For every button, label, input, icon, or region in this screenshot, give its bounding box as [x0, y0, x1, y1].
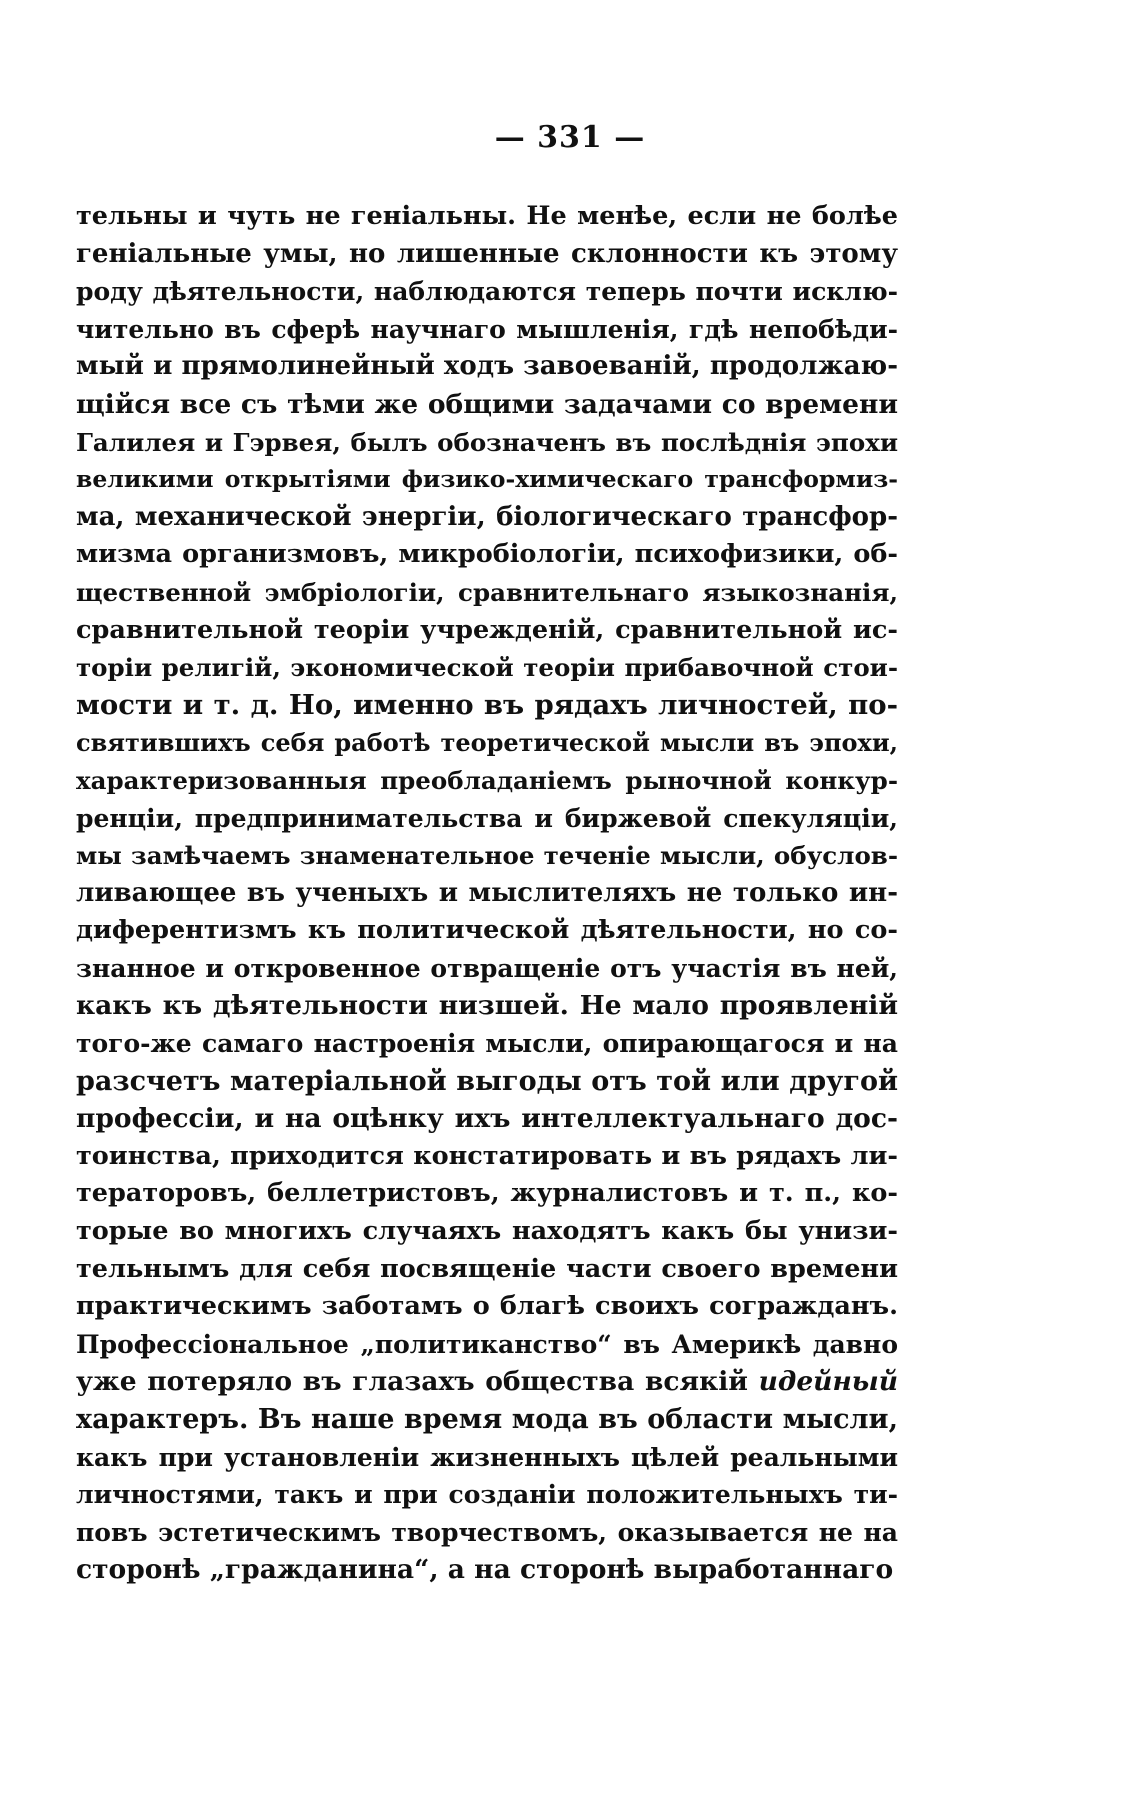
text-line: какъ при установленіи жизненныхъ цѣлей реальными — [76, 1442, 898, 1472]
text-line: того-же самаго настроенія мысли, опирающагося и на — [76, 1029, 898, 1059]
text-line: щійся все съ тѣми же общими задачами со времени — [76, 388, 898, 420]
text-line: мизма организмовъ, микробіологіи, психофизики, об- — [76, 539, 898, 570]
text-line: Профессіональное „политиканство“ въ Америкѣ давно — [76, 1329, 898, 1359]
text-line: личностями, такъ и при созданіи положительныхъ ти- — [76, 1480, 898, 1510]
italic-word: идейный — [758, 1366, 898, 1398]
text-line: тераторовъ, беллетристовъ, журналистовъ и т. п., ко- — [76, 1178, 898, 1209]
text-line: повъ эстетическимъ творчествомъ, оказывается не на — [76, 1517, 898, 1547]
text-line: знанное и откровенное отвращеніе отъ участія въ ней, — [76, 953, 898, 983]
text-line: диферентизмъ къ политической дѣятельности, но со- — [76, 915, 898, 946]
text-line: великими открытіями физико-химическаго трансформиз- — [76, 465, 898, 494]
text-line: тельнымъ для себя посвященіе части своего времени — [76, 1253, 898, 1284]
text-line: какъ къ дѣятельности низшей. Не мало проявленій — [76, 990, 898, 1022]
text-line: щественной эмбріологіи, сравнительнаго языкознанія, — [76, 577, 898, 607]
text-line: торіи религій, экономической теоріи прибавочной стои- — [76, 653, 898, 683]
text-line: ма, механической энергіи, біологическаго трансфор- — [76, 501, 898, 532]
text-line: мы замѣчаемъ знаменательное теченіе мысли, обуслов- — [76, 841, 898, 871]
text-line: Галилея и Гэрвея, былъ обозначенъ въ послѣднія эпохи — [76, 427, 898, 457]
text-line: сравнительной теоріи учрежденій, сравнительной ис- — [76, 614, 898, 645]
text-line: тоинства, приходится констатировать и въ рядахъ ли- — [76, 1140, 898, 1171]
text-line: практическимъ заботамъ о благѣ своихъ согражданъ. — [76, 1291, 898, 1322]
text-line: святившихъ себя работѣ теоретической мысли въ эпохи, — [76, 728, 898, 758]
text-line-italic — [76, 1363, 898, 1401]
text-line: характеръ. Въ наше время мода въ области мысли, — [76, 1404, 898, 1435]
text-line: сторонѣ „гражданина“, а на сторонѣ выработаннаго — [76, 1554, 894, 1586]
text-line: тельны и чуть не геніальны. Не менѣе, если не болѣе — [76, 201, 898, 231]
text-line: геніальные умы, но лишенные склонности къ этому — [76, 238, 898, 269]
text-line: торые во многихъ случаяхъ находятъ какъ бы унизи- — [76, 1216, 898, 1247]
text-run: уже потеряло въ глазахъ общества всякій — [76, 1366, 759, 1398]
text-line: ренціи, предпринимательства и биржевой спекуляціи, — [76, 803, 898, 833]
text-line: мый и прямолинейный ходъ завоеваній, продолжаю- — [76, 351, 898, 382]
text-line: чительно въ сферѣ научнаго мышленія, гдѣ непобѣди- — [76, 314, 898, 344]
body-text — [76, 198, 898, 1589]
text-line: разсчетъ матеріальной выгоды отъ той или другой — [76, 1065, 898, 1097]
text-line: мости и т. д. Но, именно въ рядахъ личностей, по- — [76, 688, 898, 721]
text-line: характеризованныя преобладаніемъ рыночной конкур- — [76, 765, 898, 795]
text-line: ливающее въ ученыхъ и мыслителяхъ не только ин- — [76, 877, 898, 908]
text-line: профессіи, и на оцѣнку ихъ интеллектуальнаго дос- — [76, 1103, 898, 1135]
page-number: — 331 — — [494, 120, 646, 155]
text-line: роду дѣятельности, наблюдаются теперь почти исклю- — [76, 277, 898, 307]
